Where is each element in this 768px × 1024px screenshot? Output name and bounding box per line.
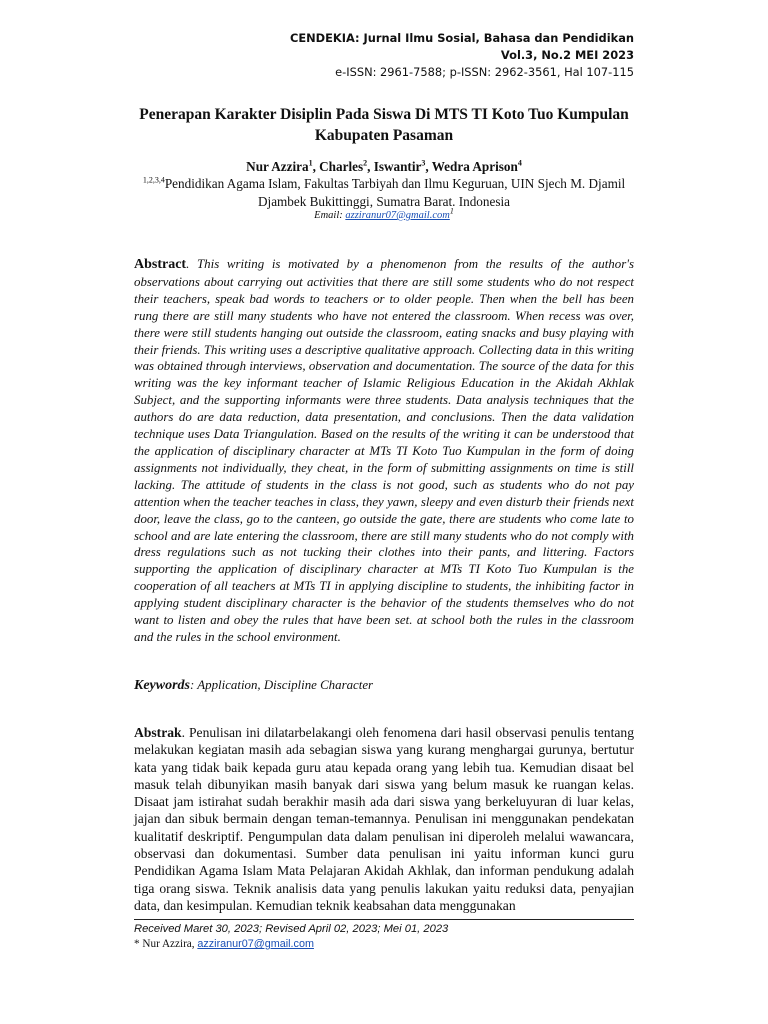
abstract-label: Abstract <box>134 257 187 272</box>
abstract-text: . This writing is motivated by a phenomenon from the results of the author's observations about carrying out activities that there are still some students who do not respect their teachers, speak bad words to teachers or to older people. Then when the bell has been rung there are still many students who have not entered the classroom. When recess was over, there were still students hanging out outside the classroom, eating snacks and busy playing with their friends. This writing uses a descriptive qualitative approach. Collecting data in this writing was obtained through interviews, observation and documentation. The source of the data for this writing was the key informant teacher of Islamic Religious Education in the Akidah Akhlak Subject, and the supporting informants were three students. Data analysis techniques that the authors do are data reduction, data presentation, and conclusions. Then the data validation technique uses Data Triangulation. Based on the results of the writing it can be understood that the application of disciplinary character at MTs TI Koto Tuo Kumpulan in the form of doing assignments not individually, they cheat, in the form of submitting assignments on time is still lacking. The attitude of students in the class is not good, such as students who do not pay attention when the teacher teaches in class, they yawn, sleepy and even disturb their friends next door, leave the class, go to the canteen, go outside the gate, there are students who come late to school and are late entering the classroom, there are still many students who do not comply with dress regulations such as not tucking their clothes into their pants, and littering. Factors supporting the application of disciplinary character at MTs TI Koto Tuo Kumpulan is the cooperation of all teachers at MTs TI in applying discipline to students, the inhibiting factor in applying student disciplinary character is the behavior of the students themselves who do not want to listen and obey the rules that have been set. at school both the rules in the classroom and the rules in the school environment. <box>134 257 634 644</box>
abstrak-text: . Penulisan ini dilatarbelakangi oleh fenomena dari hasil observasi penulis tentang melakukan kegiatan masih ada sebagian siswa yang kurang menghargai gurunya, bertutur kata yang tidak baik kepada guru atau kepada orang yang lebih tua. Kemudian disaat bel masuk telah dibunyikan masih banyak dari siswa yang belum masuk ke ruangan kelas. Disaat jam istirahat sudah berakhir masih ada dari siswa yang berkeluyuran di luar kelas, jajan dan sibuk bermain dengan teman-temannya. Penulisan ini menggunakan pendekatan kualitatif deskriptif. Pengumpulan data dalam penulisan ini diperoleh melalui wawancara, observasi dan dokumentasi. Sumber data penulisan ini yaitu informan kunci guru Pendidikan Agama Islam Mata Pelajaran Akidah Akhlak, dan informan pendukung adalah tiga orang siswa. Teknik analisis data yang penulis lakukan yaitu reduksi data, penyajian data, dan kesimpulan. Kemudian teknik keabsahan data menggunakan <box>134 725 634 913</box>
author-list <box>134 158 634 176</box>
journal-name: CENDEKIA: Jurnal Ilmu Sosial, Bahasa dan Pendidikan <box>289 31 634 45</box>
author-name: Charles <box>319 159 364 174</box>
author-separator: , <box>425 159 432 174</box>
footer-divider <box>134 919 634 920</box>
email-link[interactable]: azziranur07@gmail.com <box>345 210 450 221</box>
author-separator: , <box>312 159 320 174</box>
corresp-email-link[interactable]: azziranur07@gmail.com <box>197 938 314 950</box>
abstract-indonesian <box>134 724 634 914</box>
email-mark: 1 <box>449 206 454 216</box>
abstrak-label: Abstrak <box>134 725 182 740</box>
affiliation <box>134 175 634 211</box>
keywords-text: : Application, Discipline Character <box>190 678 374 692</box>
abstract-english <box>134 256 634 646</box>
affiliation-marks: 1,2,3,4 <box>142 175 165 185</box>
keywords-label: Keywords <box>134 678 190 693</box>
corresp-mark: * <box>134 938 140 950</box>
author-mark: 3 <box>421 158 426 168</box>
email-line <box>134 206 634 223</box>
paper-title: Penerapan Karakter Disiplin Pada Siswa Di MTS TI Koto Tuo Kumpulan Kabupaten Pasaman <box>139 106 629 144</box>
author-mark: 2 <box>363 158 368 168</box>
journal-issn: e-ISSN: 2961-7588; p-ISSN: 2962-3561, Hal 107-115 <box>335 65 634 79</box>
author-name: Iswantir <box>373 159 422 174</box>
corresponding-author <box>134 937 314 951</box>
keywords <box>134 676 634 695</box>
corresp-name: Nur Azzira, <box>139 938 198 950</box>
author-mark: 1 <box>308 158 313 168</box>
author-mark: 4 <box>517 158 522 168</box>
email-label: Email: <box>314 210 346 221</box>
author-separator: , <box>367 159 374 174</box>
author-name: Wedra Aprison <box>431 159 518 174</box>
journal-header <box>290 30 634 81</box>
affiliation-text: Pendidikan Agama Islam, Fakultas Tarbiyah dan Ilmu Keguruan, UIN Sjech M. Djamil Djambek Bukittinggi, Sumatra Barat. Indonesia <box>164 176 626 209</box>
received-dates: Received Maret 30, 2023; Revised April 02, 2023; Mei 01, 2023 <box>134 923 449 935</box>
author-name: Nur Azzira <box>246 159 309 174</box>
journal-volume: Vol.3, No.2 MEI 2023 <box>500 48 634 62</box>
